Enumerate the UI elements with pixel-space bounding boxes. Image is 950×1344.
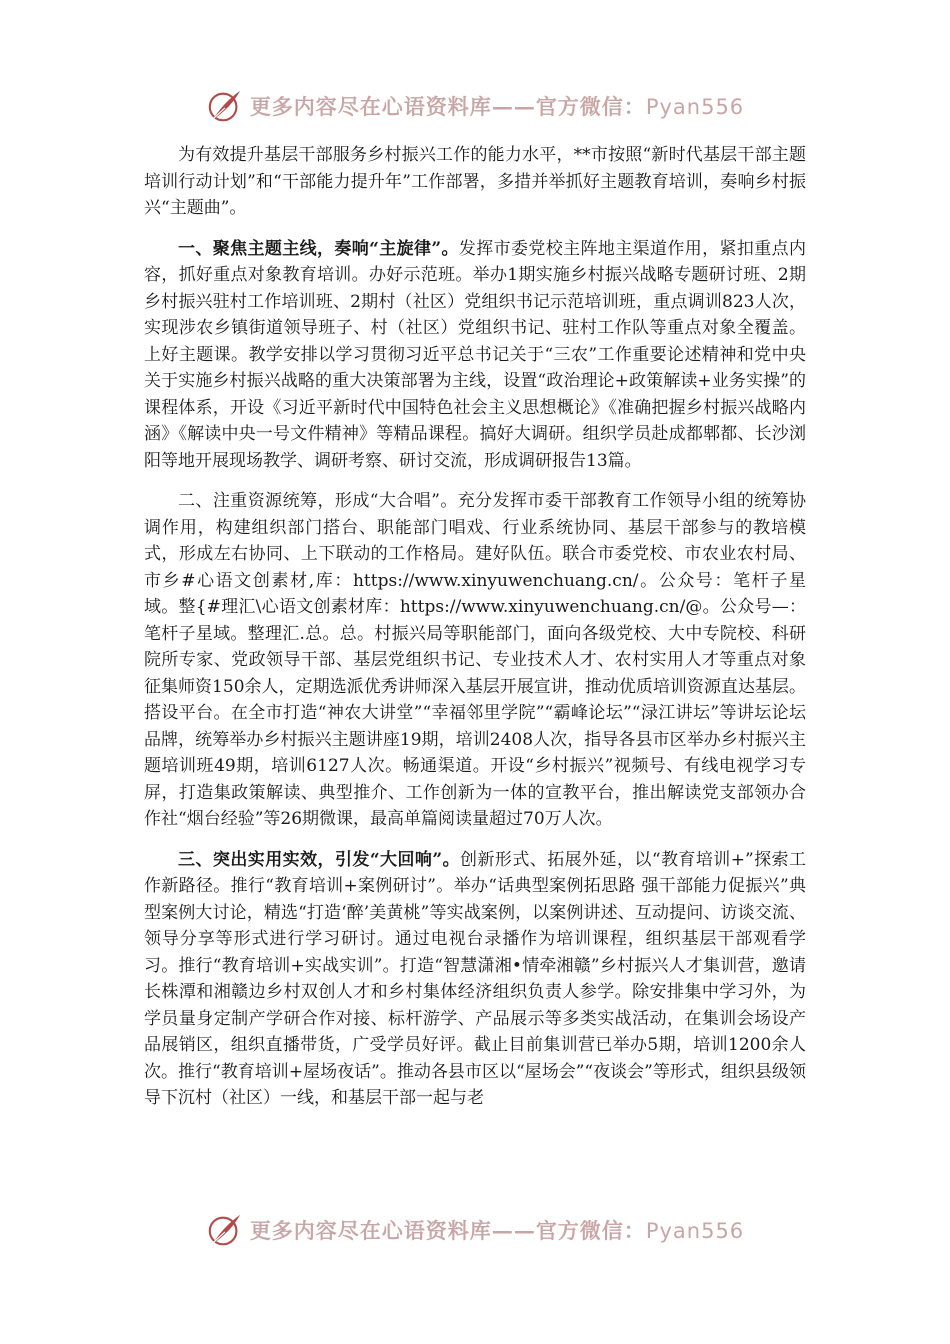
banner-text — [250, 91, 744, 121]
document-body — [144, 142, 806, 1152]
banner-dash: —— — [491, 1218, 536, 1243]
banner-wechat-label: 官方微信： — [535, 94, 646, 119]
paragraph-section-1 — [144, 236, 806, 475]
paragraph-text: 创新形式、拓展外延，以“教育培训+”探索工作新路径。推行“教育培训+案例研讨”。举办“话典型案例拓思路 强干部能力促振兴”典型案例大讨论，精选“打造‘醉’美黄桃”等实战案例，以案例讲述、互动提问、访谈交流、领导分享等形式进行学习研讨。通过电视台录播作为培训课程，组织基层干部观看学习。推行“教育培训+实战实训”。打造“智慧潇湘•情牵湘赣”乡村振兴人才集训营，邀请长株潭和湘赣边乡村双创人才和乡村集体经济组织负责人参学。除安排集中学习外，为学员量身定制产学研合作对接、标杆游学、产品展示等多类实战活动，在集训会场设产品展销区，组织直播带货，广受学员好评。截止目前集训营已举办5期，培训1200余人次。推行“教育培训+屋场夜话”。推动各县市区以“屋场会”“夜谈会”等形式，组织县级领导下沉村（社区）一线，和基层干部一起与老 — [144, 849, 806, 1108]
footer-watermark-banner — [0, 1208, 950, 1252]
paragraph-section-3 — [144, 847, 806, 1112]
banner-main-text: 更多内容尽在心语资料库 — [249, 94, 492, 119]
header-watermark-banner — [0, 84, 950, 128]
banner-wechat-id: Pyan556 — [645, 95, 745, 119]
banner-dash: —— — [491, 94, 536, 119]
banner-wechat-id: Pyan556 — [645, 1219, 745, 1243]
banner-wechat-label: 官方微信： — [535, 1218, 646, 1243]
banner-main-text: 更多内容尽在心语资料库 — [249, 1218, 492, 1243]
paragraph-heading: 一、聚焦主题主线，奏响“主旋律”。 — [178, 238, 459, 259]
banner-text — [250, 1215, 744, 1245]
paragraph-section-2 — [144, 488, 806, 833]
paragraph-text: 发挥市委党校主阵地主渠道作用，紧扣重点内容，抓好重点对象教育培训。办好示范班。举办1期实施乡村振兴战略专题研讨班、2期乡村振兴驻村工作培训班、2期村（社区）党组织书记示范培训班，重点调训823人次，实现涉农乡镇街道领导班子、村（社区）党组织书记、驻村工作队等重点对象全覆盖。上好主题课。教学安排以学习贯彻习近平总书记关于“三农”工作重要论述精神和党中央关于实施乡村振兴战略的重大决策部署为主线，设置“政治理论+政策解读+业务实操”的课程体系，开设《习近平新时代中国特色社会主义思想概论》《准确把握乡村振兴战略内涵》《解读中央一号文件精神》等精品课程。搞好大调研。组织学员赴成都郫都、长沙浏阳等地开展现场教学、调研考察、研讨交流，形成调研报告13篇。 — [144, 238, 806, 471]
quill-logo-icon — [206, 1211, 244, 1249]
quill-logo-icon — [206, 87, 244, 125]
paragraph-intro — [144, 142, 806, 222]
paragraph-text: 为有效提升基层干部服务乡村振兴工作的能力水平，**市按照“新时代基层干部主题培训行动计划”和“干部能力提升年”工作部署，多措并举抓好主题教育培训，奏响乡村振兴“主题曲”。 — [144, 145, 806, 218]
paragraph-text: 二、注重资源统筹，形成“大合唱”。充分发挥市委干部教育工作领导小组的统筹协调作用，构建组织部门搭台、职能部门唱戏、行业系统协同、基层干部参与的教培模式，形成左右协同、上下联动的工作格局。建好队伍。联合市委党校、市农业农村局、市乡#心语文创素材,库：https://www.xinyuwenchuang.cn/。公众号：笔杆子星域。整{#理汇\心语文创素材库：https://www.xinyuwenchuang.cn/@。公众号—：笔杆子星域。整理汇.总。总。村振兴局等职能部门，面向各级党校、大中专院校、科研院所专家、党政领导干部、基层党组织书记、专业技术人才、农村实用人才等重点对象征集师资150余人，定期选派优秀讲师深入基层开展宣讲，推动优质培训资源直达基层。搭设平台。在全市打造“神农大讲堂”“幸福邻里学院”“霸峰论坛”“渌江讲坛”等讲坛论坛品牌，统筹举办乡村振兴主题讲座19期，培训2408人次，指导各县市区举办乡村振兴主题培训班49期，培训6127人次。畅通渠道。开设“乡村振兴”视频号、有线电视学习专屏，打造集政策解读、典型推介、工作创新为一体的宣教平台，推出解读党支部领办合作社“烟台经验”等26期微课，最高单篇阅读量超过70万人次。 — [144, 491, 806, 829]
paragraph-heading: 三、突出实用实效，引发“大回响”。 — [178, 849, 461, 870]
